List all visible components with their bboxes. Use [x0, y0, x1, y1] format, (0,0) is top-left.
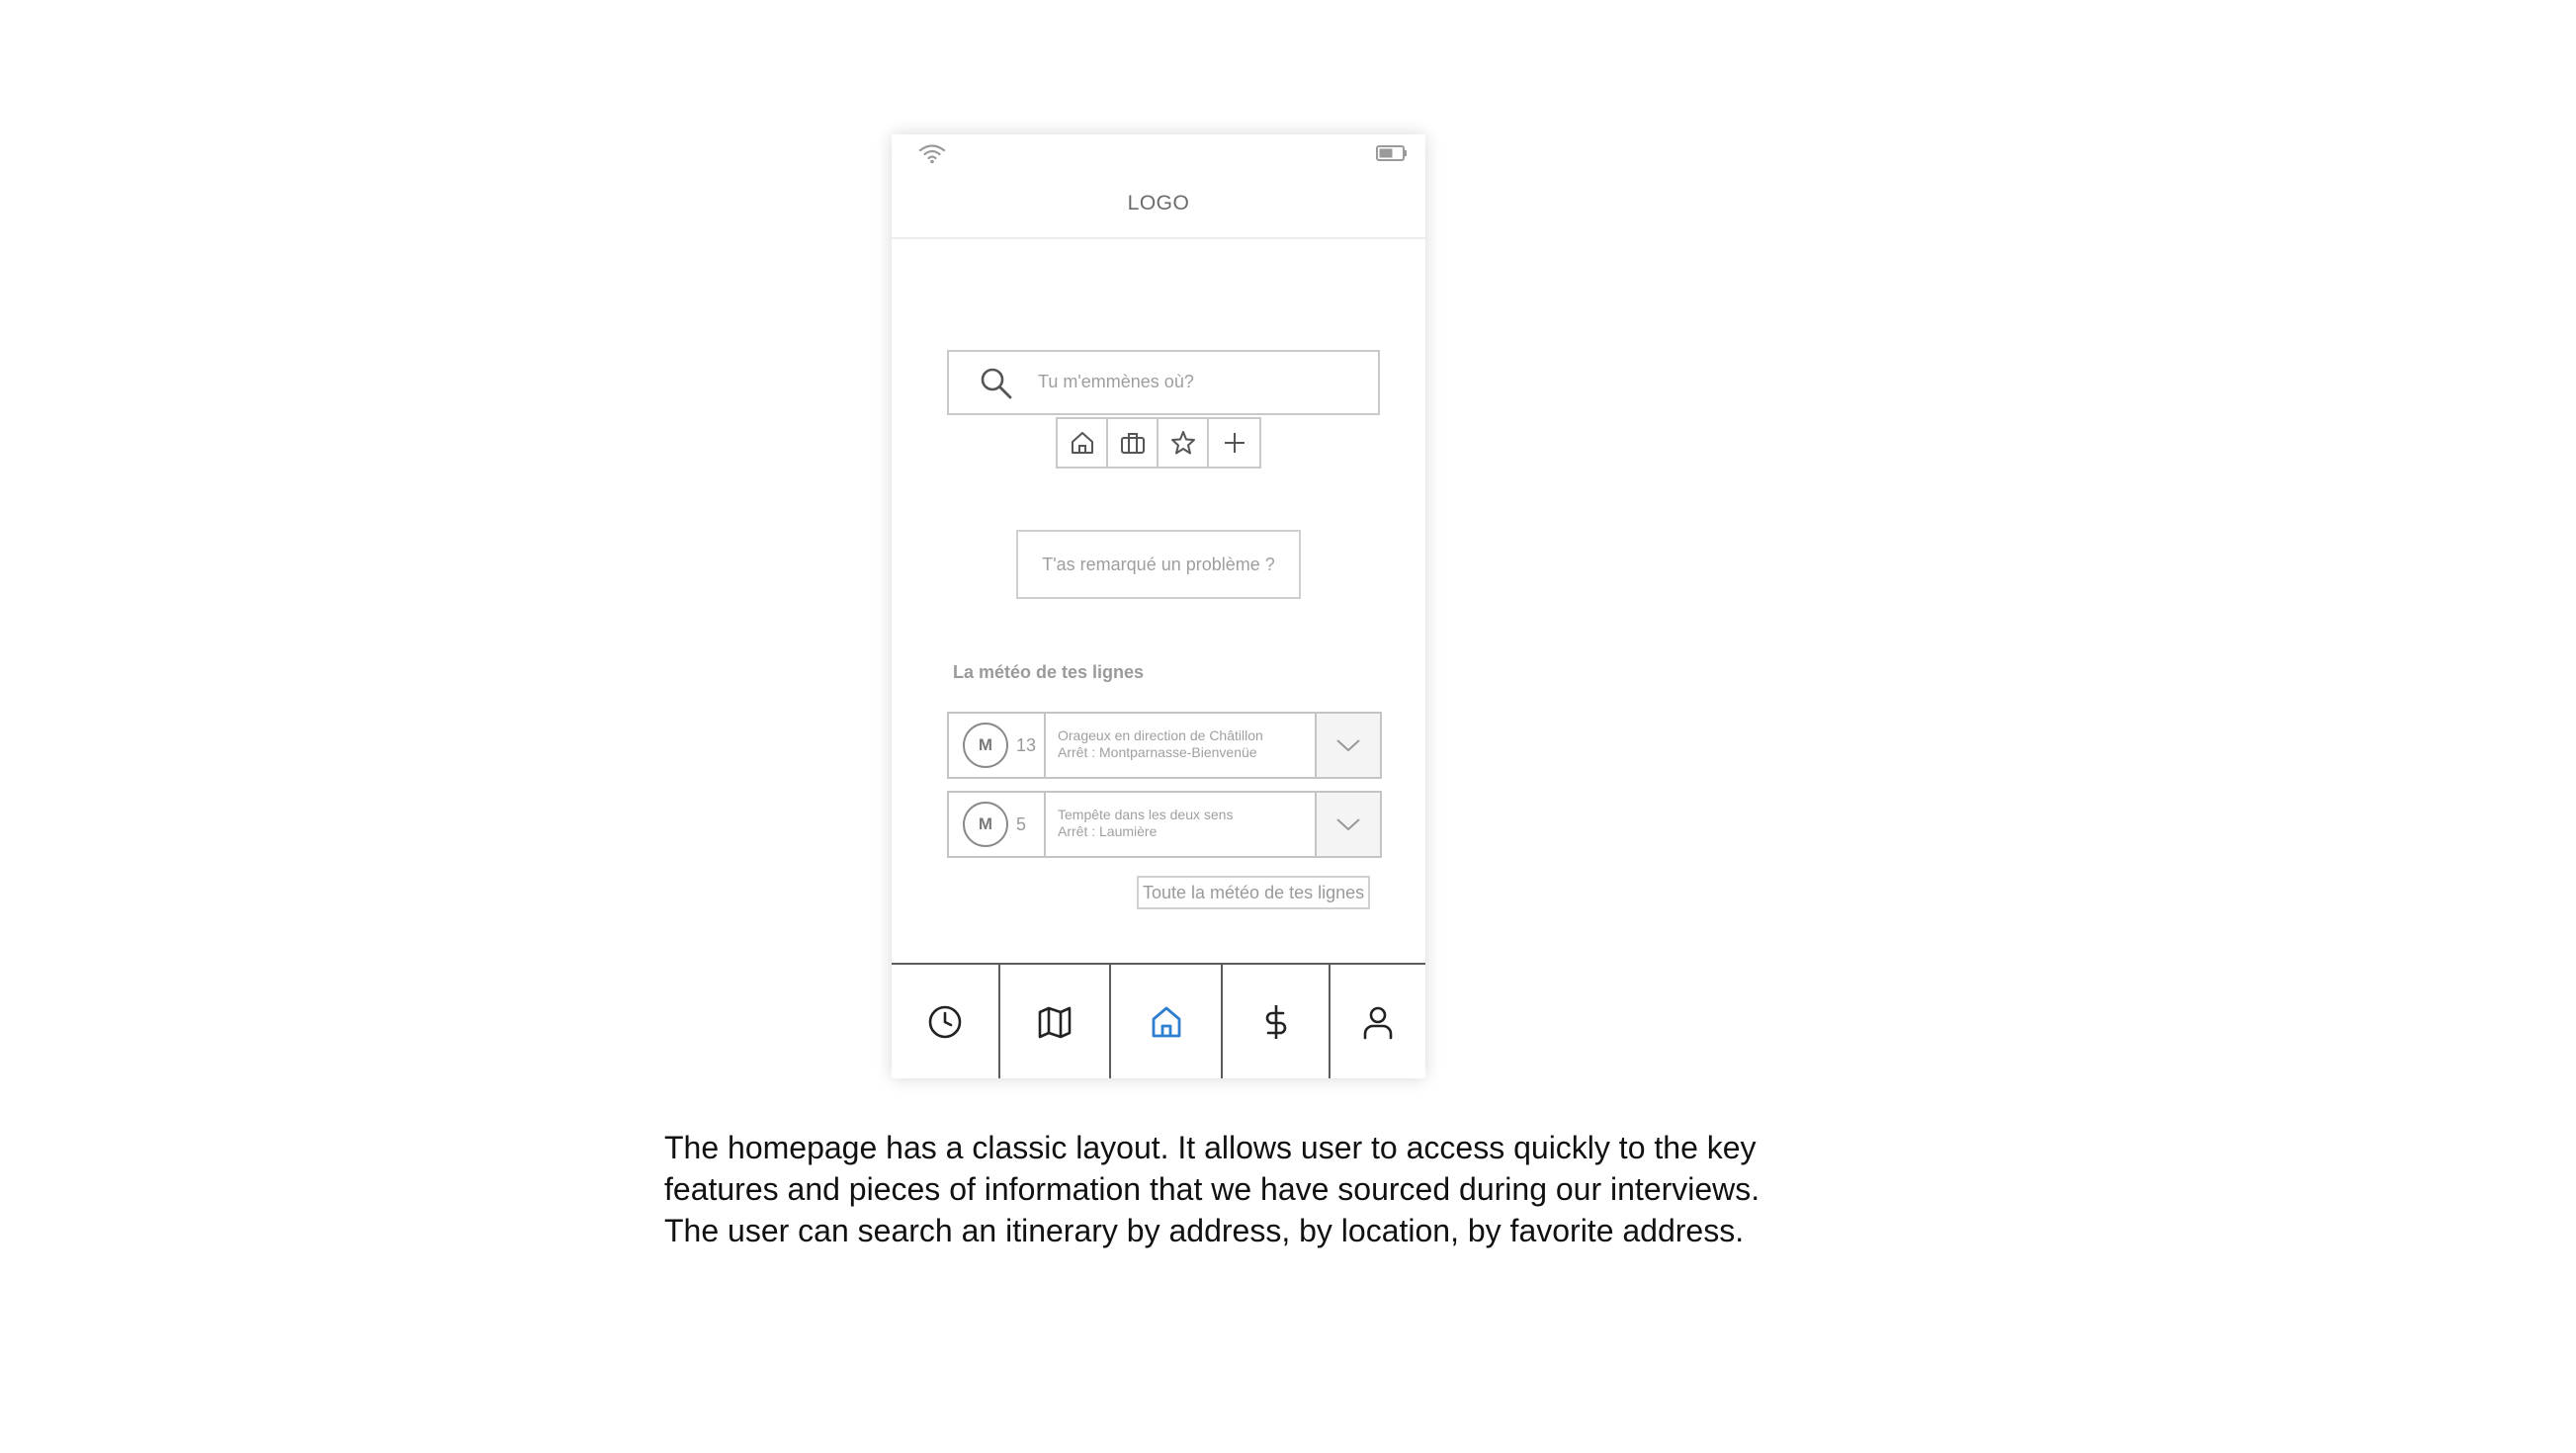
tab-history[interactable]: [892, 965, 1000, 1078]
quick-work-button[interactable]: [1108, 419, 1159, 467]
tab-map[interactable]: [1000, 965, 1111, 1078]
logo: LOGO: [1127, 192, 1190, 214]
weather-line-card[interactable]: [947, 791, 1382, 858]
line-number: 5: [1016, 814, 1027, 834]
line-stop: Arrêt : Montparnasse-Bienvenüe: [1058, 744, 1257, 760]
wifi-icon: [917, 142, 947, 164]
home-icon: [1069, 429, 1096, 457]
tab-home[interactable]: [1111, 965, 1223, 1078]
user-icon: [1358, 1002, 1398, 1042]
phone-mockup: [892, 134, 1425, 1078]
line-status: Orageux en direction de Châtillon: [1058, 727, 1263, 743]
app-header: [892, 174, 1425, 239]
weather-section-title: La météo de tes lignes: [953, 662, 1145, 682]
line-status: Tempête dans les deux sens: [1058, 807, 1234, 822]
clock-icon: [925, 1002, 965, 1042]
metro-badge: M: [963, 723, 1008, 768]
tab-pricing[interactable]: [1223, 965, 1331, 1078]
metro-badge: M: [963, 802, 1008, 847]
quick-access-bar: [1056, 417, 1261, 469]
divider: [1044, 714, 1046, 777]
all-weather-link[interactable]: Toute la météo de tes lignes: [1137, 876, 1370, 909]
search-input[interactable]: [947, 350, 1380, 415]
chevron-down-icon: [1335, 737, 1361, 753]
line-info: [1058, 807, 1233, 840]
star-icon: [1169, 429, 1197, 457]
divider: [1044, 793, 1046, 856]
line-number: 13: [1016, 735, 1037, 755]
search-placeholder: Tu m'emmènes où?: [1038, 372, 1194, 391]
report-problem-button[interactable]: T'as remarqué un problème ?: [1016, 530, 1301, 599]
quick-favorites-button[interactable]: [1159, 419, 1209, 467]
plus-icon: [1221, 429, 1248, 457]
battery-icon: [1376, 144, 1408, 162]
expand-line-button[interactable]: [1315, 714, 1380, 777]
status-bar: [892, 134, 1425, 174]
briefcase-icon: [1119, 429, 1147, 457]
dollar-icon: [1256, 1002, 1296, 1042]
description-text: The homepage has a classic layout. It allows user to access quickly to the key features and pieces of information that we have sourced during our interviews. The user can search an itinerary by address, by location, by favorite address.: [664, 1130, 1760, 1248]
quick-home-button[interactable]: [1058, 419, 1108, 467]
search-icon: [979, 366, 1014, 401]
expand-line-button[interactable]: [1315, 793, 1380, 856]
chevron-down-icon: [1335, 816, 1361, 832]
bottom-tab-bar: [892, 963, 1425, 1078]
map-icon: [1035, 1002, 1074, 1042]
home-icon: [1147, 1002, 1186, 1042]
tab-profile[interactable]: [1331, 965, 1425, 1078]
weather-line-card[interactable]: [947, 712, 1382, 779]
quick-add-button[interactable]: [1209, 419, 1259, 467]
line-info: [1058, 727, 1263, 761]
line-stop: Arrêt : Laumière: [1058, 823, 1158, 839]
